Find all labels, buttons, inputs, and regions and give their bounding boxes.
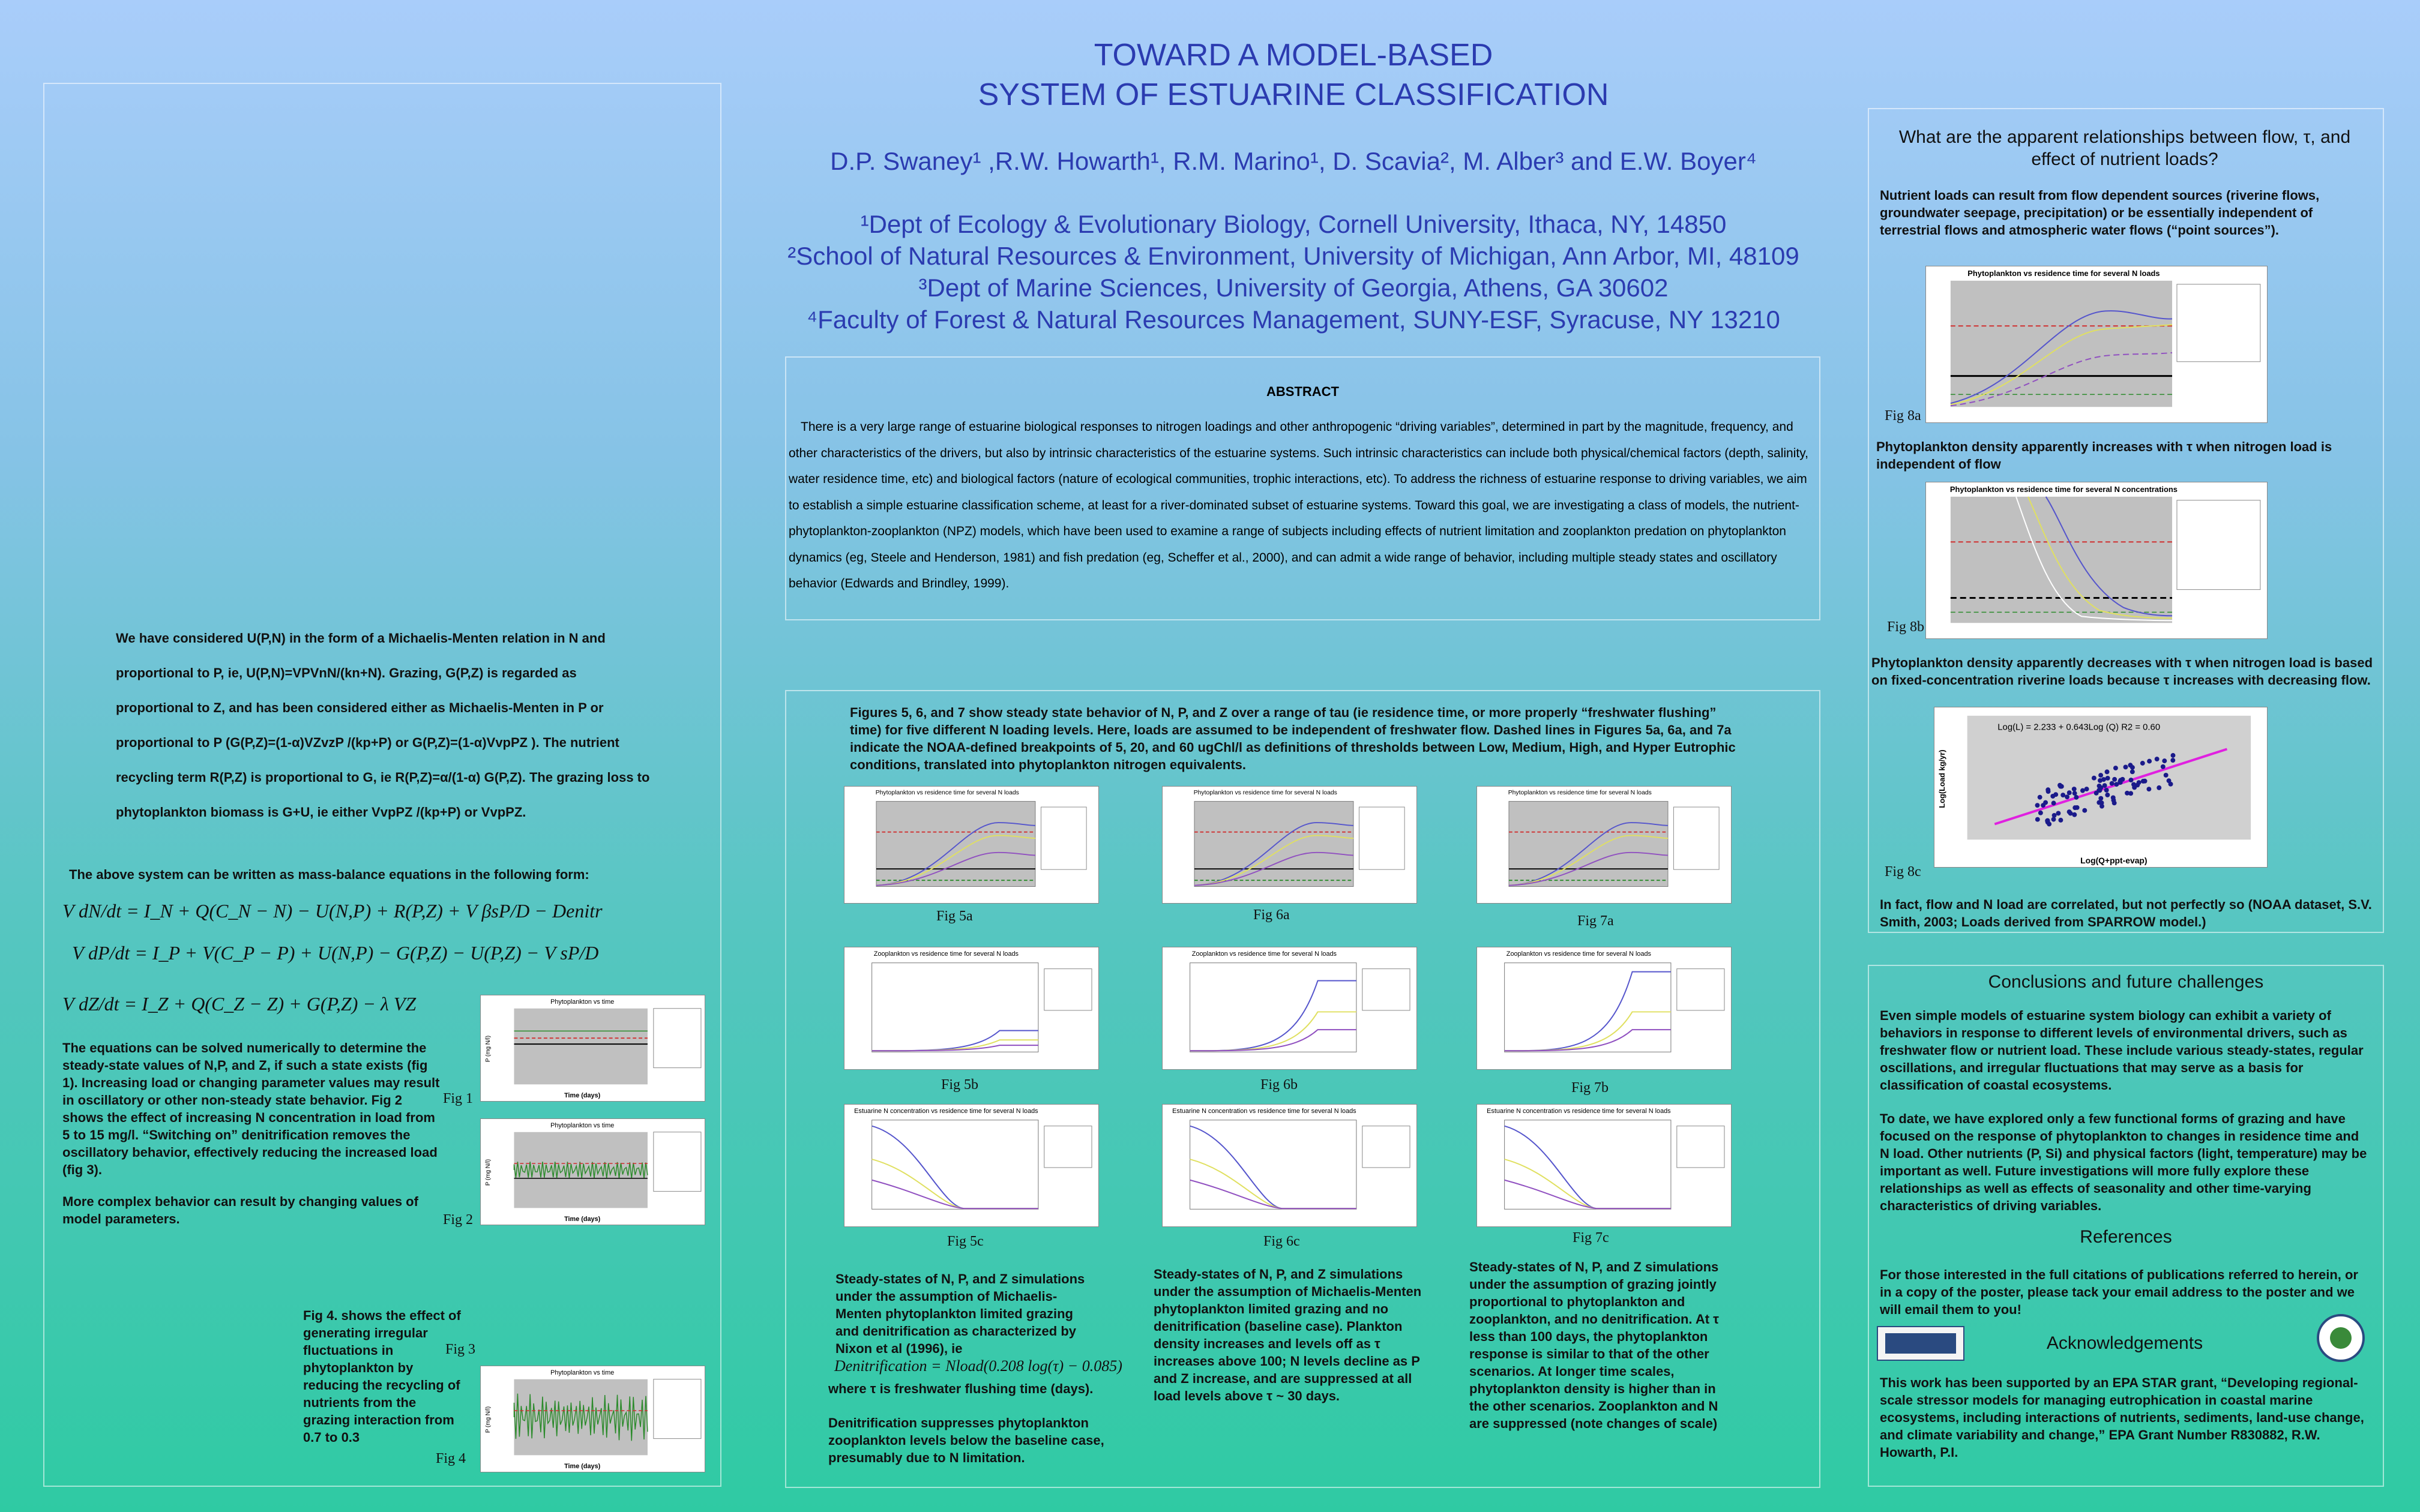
authors: D.P. Swaney¹ ,R.W. Howarth¹, R.M. Marino¹, D. Scavia², M. Alber³ and E.W. Boyer⁴ (830, 147, 1757, 175)
scatter-point (2043, 800, 2048, 805)
fig8c-equation: Log(L) = 2.233 + 0.643Log (Q) R2 = 0.60 (1997, 722, 2161, 733)
fig6a-title: Phytoplankton vs residence time for several N loads (1193, 790, 1337, 797)
affiliation-1: ¹Dept of Ecology & Evolutionary Biology, Cornell University, Ithaca, NY, 14850 (860, 210, 1727, 238)
col3-text: Steady-states of N, P, and Z simulations under the assumption of grazing jointly proportional to phytoplankton and zooplankton, and no denitrification. At τ less than 100 days, the phytoplankton response is similar to that of the other scenarios. At longer time scales, phytoplankton density is higher than in the other scenarios. Zooplankton and N are suppressed (note changes of scale) (1469, 1259, 1719, 1431)
fig8b-title: Phytoplankton vs residence time for several N concentrations (1949, 484, 2178, 494)
scatter-point (2161, 764, 2166, 769)
scatter-point (2141, 779, 2146, 784)
fig8a-caption: Fig 8a (1885, 408, 1921, 424)
scatter-point (2125, 791, 2130, 796)
fig8a-title: Phytoplankton vs residence time for several N loads (1967, 268, 2160, 278)
model-description: We have considered U(P,N) in the form of a Michaelis-Menten relation in N and proportional to P, ie, U(P,N)=VPVnN/(kn+N). Grazing, G(P,Z) is regarded as proportional to Z, and has been considered either as Michaelis-Menten in P or proportional to P (G(P,Z)=(1-α)VZvzP /(kp+P) or G(P,Z)=(1-α)VvpPZ ). The nutrient recycling term R(P,Z) is proportional to G, ie R(P,Z)=α/(1-α) G(P,Z). The grazing loss to phytoplankton biomass is G+U, ie either VvpPZ /(kp+P) or VvpPZ. (116, 631, 650, 820)
fig8b-chart (1925, 482, 2268, 639)
fig5b-caption: Fig 5b (941, 1077, 979, 1093)
fig6c-title: Estuarine N concentration vs residence time for several N loads (1172, 1107, 1356, 1115)
fig7b-title: Zooplankton vs residence time for several N loads (1506, 950, 1652, 958)
scatter-point (2065, 794, 2069, 799)
scatter-point (2105, 793, 2110, 797)
fig7a-chart (1476, 786, 1732, 904)
fig5c-title: Estuarine N concentration vs residence time for several N loads (854, 1107, 1038, 1115)
fig7a-caption: Fig 7a (1577, 913, 1614, 929)
fig1-ylabel: P (mg N/l) (484, 1035, 492, 1063)
fig7b-caption: Fig 7b (1571, 1080, 1609, 1096)
scatter-point (2057, 783, 2062, 788)
scatter-point (2053, 792, 2058, 797)
epa-seal-icon (2317, 1314, 2365, 1362)
fig5a-title: Phytoplankton vs residence time for several N loads (875, 790, 1019, 797)
scatter-point (2140, 761, 2145, 766)
fig1-caption: Fig 1 (443, 1091, 474, 1106)
equation-n: V dN/dt = I_N + Q(C_N − N) − U(N,P) + R(P,Z) + V βsP/D − Denitr (62, 900, 603, 922)
col1-after: where τ is freshwater flushing time (days). (828, 1381, 1094, 1396)
scatter-point (2102, 783, 2107, 788)
scatter-point (2170, 758, 2175, 763)
scatter-point (2155, 757, 2160, 761)
university-logo (1877, 1326, 1964, 1361)
relationships-title: What are the apparent relationships between flow, τ, and effect of nutrient loads? (1898, 127, 2351, 169)
fig3-caption: Fig 3 (445, 1342, 476, 1357)
fig5a-caption: Fig 5a (936, 908, 973, 924)
scatter-point (2112, 800, 2117, 805)
fig6a-chart (1162, 786, 1417, 904)
scatter-point (2038, 795, 2042, 800)
fig5b-chart (844, 947, 1099, 1070)
scatter-point (2130, 769, 2135, 774)
scatter-point (2098, 773, 2103, 778)
fig8c-chart (1934, 707, 2268, 868)
scatter-point (2147, 759, 2152, 764)
scatter-point (2129, 778, 2134, 782)
fig8c-caption: Fig 8c (1885, 864, 1921, 880)
fig6c-chart (1162, 1104, 1417, 1227)
conclusions-p1: Even simple models of estuarine system biology can exhibit a variety of behaviors in response to different levels of environmental drivers, such as freshwater flow or nutrient load. These include various steady-states, regular oscillations, and irregular fluctuations that may serve as a basis for classification of coastal ecosystems. (1880, 1008, 2364, 1093)
scatter-point (2060, 793, 2065, 797)
scatter-point (2082, 808, 2087, 813)
scatter-point (2167, 778, 2172, 783)
fig8c-xlabel: Log(Q+ppt-evap) (2080, 856, 2148, 866)
conclusions-p2: To date, we have explored only a few functional forms of grazing and have focused on the response of phytoplankton to changes in residence time and N load. Other nutrients (P, Si) and physical factors (light, temperature) may be important as well. Future investigations will more fully explore these relationships as well as effects of seasonality and other time-varying characteristics of driving variables. (1880, 1111, 2367, 1213)
fig8b-text: Phytoplankton density apparently decreases with τ when nitrogen load is based on fixed-concentration riverine loads because τ increases with decreasing flow. (1871, 655, 2373, 688)
affiliation-4: ⁴Faculty of Forest & Natural Resources Management, SUNY-ESF, Syracuse, NY 13210 (807, 305, 1780, 334)
acknowledgements-title: Acknowledgements (2046, 1333, 2203, 1353)
scatter-point (2035, 803, 2040, 808)
scatter-point (2080, 788, 2085, 793)
affiliation-2: ²School of Natural Resources & Environment, University of Michigan, Ann Arbor, MI, 48109 (787, 242, 1799, 270)
scatter-point (2113, 766, 2118, 770)
fig1-title: Phytoplankton vs time (550, 998, 615, 1006)
scatter-point (2035, 817, 2040, 822)
scatter-point (2098, 796, 2103, 801)
fig2-xlabel: Time (days) (564, 1216, 601, 1223)
scatter-point (2164, 773, 2169, 778)
col1-text: Steady-states of N, P, and Z simulations under the assumption of Michaelis-Menten phytoplankton limited grazing and denitrification as characterized by Nixon et al (1996), ie (835, 1271, 1085, 1356)
scatter-point (2038, 811, 2043, 815)
fig7b-chart (1476, 947, 1732, 1070)
fig7c-caption: Fig 7c (1573, 1230, 1609, 1246)
scatter-point (2067, 790, 2072, 795)
fig1-xlabel: Time (days) (564, 1092, 601, 1100)
fig6b-chart (1162, 947, 1417, 1070)
fig4-title: Phytoplankton vs time (550, 1369, 615, 1376)
scatter-point (2105, 769, 2110, 774)
scatter-point (2104, 788, 2109, 793)
poster-title-line1: TOWARD A MODEL-BASED (1094, 38, 1493, 73)
fig2-title: Phytoplankton vs time (550, 1121, 615, 1129)
fig6b-title: Zooplankton vs residence time for several N loads (1191, 950, 1337, 958)
scatter-point (2146, 787, 2151, 791)
fig4-ylabel: P (mg N/l) (484, 1406, 492, 1433)
col1-text2: Denitrification suppresses phytoplankton zooplankton levels below the baseline case, presumably due to N limitation. (828, 1415, 1104, 1465)
equation-p: V dP/dt = I_P + V(C_P − P) + U(N,P) − G(P,Z) − U(P,Z) − V sP/D (72, 942, 599, 964)
scatter-point (2162, 758, 2167, 763)
fig8a-chart (1925, 266, 2268, 423)
fig5c-chart (844, 1104, 1099, 1227)
fig4-paragraph: Fig 4. shows the effect of generating irregular fluctuations in phytoplankton by reducing the recycling of nutrients from the grazing interaction from 0.7 to 0.3 (303, 1308, 461, 1445)
relationships-paragraph: Nutrient loads can result from flow dependent sources (riverine flows, groundwater seepage, precipitation) or be essentially independent of terrestrial flows and atmospheric water flows (“point sources”). (1880, 188, 2320, 238)
solve-paragraph: The equations can be solved numerically to determine the steady-state values of N,P, and Z, if such a state exists (fig 1). Increasing load or changing parameter values may result in oscillatory or other non-steady state behavior. Fig 2 shows the effect of increasing N concentration in load from 5 to 15 mg/l. “Switching on” denitrification removes the oscillatory behavior, effectively reducing the increased load (fig 3). (62, 1040, 440, 1177)
scatter-point (2112, 777, 2117, 782)
col1-formula: Denitrification = Nload(0.208 log(τ) − 0.085) (834, 1357, 1122, 1375)
poster-title-line2: SYSTEM OF ESTUARINE CLASSIFICATION (978, 77, 1609, 112)
acknowledgements-text: This work has been supported by an EPA STAR grant, “Developing regional-scale stressor models for managing eutrophication in coastal marine ecosystems, including interactions of nutrients, sediments, land-use change, and climate variability and change,” EPA Grant Number R830882, R.W. Howarth, P.I. (1880, 1375, 2364, 1460)
scatter-point (2072, 791, 2077, 796)
scatter-point (2101, 777, 2106, 782)
scatter-point (2072, 805, 2077, 810)
abstract-heading: ABSTRACT (1266, 384, 1339, 399)
scatter-point (2124, 764, 2128, 769)
scatter-point (2067, 809, 2072, 814)
fig2-chart (480, 1118, 705, 1225)
fig6a-caption: Fig 6a (1253, 907, 1290, 923)
fig7a-title: Phytoplankton vs residence time for several N loads (1508, 790, 1652, 797)
scatter-point (2092, 776, 2096, 781)
scatter-point (2051, 817, 2056, 822)
scatter-point (2051, 801, 2056, 806)
scatter-point (2130, 765, 2135, 770)
fig8b-caption: Fig 8b (1887, 619, 1925, 635)
scatter-point (2072, 812, 2077, 817)
scatter-point (2157, 785, 2161, 790)
scatter-point (2052, 813, 2057, 818)
references-text: For those interested in the full citations of publications referred to herein, or in a copy of the poster, please tack your email address to the poster and we will email them to you! (1880, 1267, 2358, 1317)
equation-z: V dZ/dt = I_Z + Q(C_Z − Z) + G(P,Z) − λ VZ (62, 993, 417, 1015)
system-intro: The above system can be written as mass-balance equations in the following form: (69, 867, 589, 882)
fig8a-text: Phytoplankton density apparently increases with τ when nitrogen load is independent of flow (1876, 439, 2332, 472)
fig5c-caption: Fig 5c (947, 1234, 984, 1249)
fig4-chart (480, 1366, 705, 1472)
scatter-point (2058, 818, 2063, 823)
fig7c-title: Estuarine N concentration vs residence time for several N loads (1487, 1107, 1671, 1115)
scatter-point (2137, 780, 2142, 785)
fig1-chart (480, 995, 705, 1102)
scatter-point (2097, 784, 2102, 788)
fig5a-chart (844, 786, 1099, 904)
scatter-point (2045, 818, 2050, 823)
complex-paragraph: More complex behavior can result by changing values of model parameters. (62, 1194, 418, 1226)
fig8c-ylabel: Log(Load kg/yr) (1937, 749, 1946, 808)
affiliation-3: ³Dept of Marine Sciences, University of Georgia, Athens, GA 30602 (918, 274, 1669, 302)
fig6c-caption: Fig 6c (1263, 1234, 1300, 1249)
fig4-caption: Fig 4 (436, 1451, 466, 1466)
fig5b-title: Zooplankton vs residence time for several N loads (873, 950, 1019, 958)
scatter-point (2110, 781, 2114, 786)
scatter-point (2056, 811, 2060, 816)
scatter-point (2118, 780, 2123, 785)
col2-text: Steady-states of N, P, and Z simulations under the assumption of Michaelis-Menten phytoplankton limited grazing and no denitrification (baseline case). Plankton density increases and levels off as τ increases above 100; N levels decline as P and Z increase, and are suppressed at all load levels above τ ~ 30 days. (1154, 1267, 1422, 1403)
scatter-point (2046, 789, 2051, 794)
scatter-point (2171, 753, 2176, 758)
fig2-ylabel: P (mg N/l) (484, 1159, 492, 1186)
fig8c-text: In fact, flow and N load are correlated, but not perfectly so (NOAA dataset, S.V. Smith, 2003; Loads derived from SPARROW model.) (1880, 897, 2372, 929)
fig6b-caption: Fig 6b (1260, 1077, 1298, 1093)
fig4-xlabel: Time (days) (564, 1463, 601, 1471)
scatter-point (2072, 787, 2077, 791)
references-title: References (2080, 1227, 2172, 1247)
abstract-body: There is a very large range of estuarine biological responses to nitrogen loadings and other anthropogenic “driving variables”, determined in part by the magnitude, frequency, and other characteristics of the drivers, but also by intrinsic characteristics of the estuarine systems. Such intrinsic characteristics can include both physical/chemical factors (depth, salinity, water residence time, etc) and biological factors (nature of ecological communities, trophic interactions, etc). To address the richness of estuarine response to driving variables, we aim to establish a simple estuarine classification scheme, at least for a river-dominated subset of estuarine systems. Toward this goal, we are investigating a class of models, the nutrient-phytoplankton-zooplankton (NPZ) models, which have been used to examine a range of subjects including effects of nutrient limitation and zooplankton predation on phytoplankton dynamics (eg, Steele and Henderson, 1981) and fish predation (eg, Scheffer et al., 2000), and can admit a wide range of behavior, including multiple steady states and oscillatory behavior (Edwards and Brindley, 1999). (789, 420, 1808, 590)
fig7c-chart (1476, 1104, 1732, 1227)
figures-intro: Figures 5, 6, and 7 show steady state behavior of N, P, and Z over a range of tau (ie residence time, or more properly “freshwater flushing” time) for five different N loading levels. Here, loads are assumed to be independent of freshwater flow. Dashed lines in Figures 5a, 6a, and 7a indicate the NOAA-defined breakpoints of 5, 20, and 60 ugChl/l as definitions of thresholds between Low, Medium, High, and Hyper Eutrophic conditions, translated into phytoplankton nitrogen equivalents. (850, 705, 1736, 772)
conclusions-title: Conclusions and future challenges (1988, 972, 2264, 992)
scatter-point (2099, 804, 2104, 809)
fig2-caption: Fig 2 (443, 1212, 474, 1228)
